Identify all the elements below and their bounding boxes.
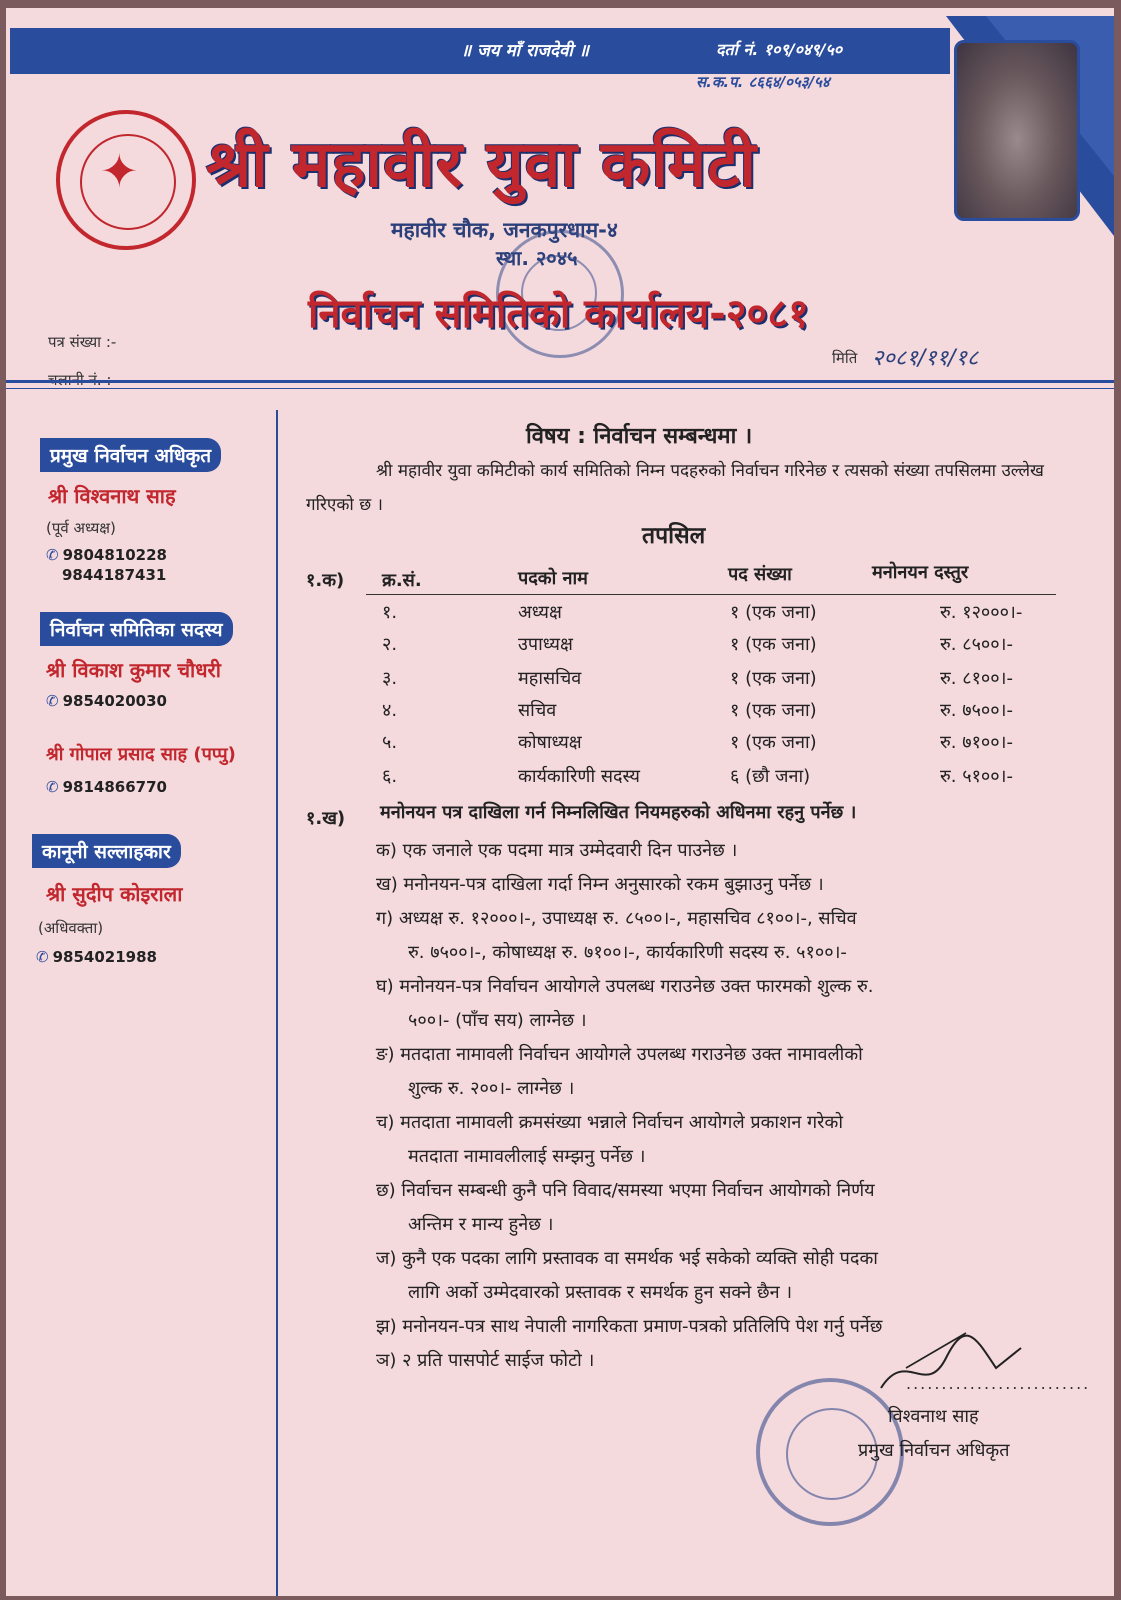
divider xyxy=(6,380,1114,383)
sidebar-heading-officer: प्रमुख निर्वाचन अधिकृत xyxy=(40,438,221,472)
rule-line: मतदाता नामावलीलाई सम्झनु पर्नेछ । xyxy=(408,1146,646,1167)
col-count: पद संख्या xyxy=(728,564,792,585)
date-label: मिति xyxy=(832,349,858,367)
rule-line: ख) मनोनयन-पत्र दाखिला गर्दा निम्न अनुसारको रकम बुझाउनु पर्नेछ । xyxy=(376,874,824,895)
rule-line: अन्तिम र मान्य हुनेछ । xyxy=(408,1214,554,1235)
divider-thin xyxy=(6,388,1114,389)
rule-line: शुल्क रु. २००।- लाग्नेछ । xyxy=(408,1078,575,1099)
officer-name: श्री विश्वनाथ साह xyxy=(48,484,176,508)
sidebar-heading-legal: कानूनी सल्लाहकार xyxy=(32,834,181,868)
row-fee: रु. १२०००।- xyxy=(940,602,1023,623)
rule-line: ५००।- (पाँच सय) लाग्नेछ । xyxy=(408,1010,587,1031)
row-count: १ (एक जना) xyxy=(730,732,817,753)
col-fee: मनोनयन दस्तुर xyxy=(872,562,969,583)
signer-name: विश्वनाथ साह xyxy=(888,1406,979,1427)
row-post: महासचिव xyxy=(518,668,582,689)
rule-line: रु. ७५००।-, कोषाध्यक्ष रु. ७१००।-, कार्यकारिणी सदस्य रु. ५१००।- xyxy=(408,942,847,963)
established: स्था. २०४५ xyxy=(496,246,578,270)
legal-note: (अधिवक्ता) xyxy=(38,919,104,937)
row-count: १ (एक जना) xyxy=(730,668,817,689)
rule-line: ज) कुनै एक पदका लागि प्रस्तावक वा समर्थक भई सकेको व्यक्ति सोही पदका xyxy=(376,1248,878,1269)
rule-line: ङ) मतदाता नामावली निर्वाचन आयोगले उपलब्ध गराउनेछ उक्त नामावलीको xyxy=(376,1044,863,1065)
rule-line: छ) निर्वाचन सम्बन्धी कुनै पनि विवाद/समस्या भएमा निर्वाचन आयोगको निर्णय xyxy=(376,1180,875,1201)
office-title: निर्वाचन समितिको कार्यालय-२०८१ xyxy=(308,291,809,337)
member1-name: श्री विकाश कुमार चौधरी xyxy=(46,658,221,682)
rule-line: झ) मनोनयन-पत्र साथ नेपाली नागरिकता प्रमाण-पत्रको प्रतिलिपि पेश गर्नु पर्नेछ xyxy=(376,1316,883,1337)
committee-logo xyxy=(56,110,196,250)
signature-line: .......................... xyxy=(906,1374,1091,1393)
tapasil-heading: तपसिल xyxy=(642,523,706,549)
phone-icon: ✆ xyxy=(46,546,59,564)
row-fee: रु. ७५००।- xyxy=(940,700,1013,721)
row-sn: ५. xyxy=(382,732,398,753)
date-value: २०८१/११/१८ xyxy=(872,346,979,371)
member2-phone: ✆ 9814866770 xyxy=(46,778,167,796)
row-post: अध्यक्ष xyxy=(518,602,562,623)
registration-number: दर्ता नं. १०९/०४९/५० xyxy=(716,40,843,59)
table-header-rule xyxy=(366,594,1056,595)
row-count: १ (एक जना) xyxy=(730,700,817,721)
rule-line: लागि अर्को उम्मेदवारको प्रस्तावक र समर्थक हुन सक्ने छैन । xyxy=(408,1282,793,1303)
section-kha-label: १.ख) xyxy=(306,808,346,829)
org-title: श्री महावीर युवा कमिटी xyxy=(206,128,758,202)
row-count: १ (एक जना) xyxy=(730,602,817,623)
officer-note: (पूर्व अध्यक्ष) xyxy=(46,519,116,537)
col-sn: क्र.सं. xyxy=(382,570,422,591)
row-sn: ३. xyxy=(382,668,398,689)
signer-role: प्रमुख निर्वाचन अधिकृत xyxy=(858,1440,1010,1461)
row-fee: रु. ५१००।- xyxy=(940,766,1013,787)
legal-phone: ✆ 9854021988 xyxy=(36,948,157,966)
rule-line: घ) मनोनयन-पत्र निर्वाचन आयोगले उपलब्ध गराउनेछ उक्त फारमको शुल्क रु. xyxy=(376,976,874,997)
member1-phone: ✆ 9854020030 xyxy=(46,692,167,710)
letterhead-page xyxy=(6,8,1114,1596)
row-count: ६ (छौ जना) xyxy=(730,766,811,787)
signature xyxy=(876,1328,1026,1408)
row-post: सचिव xyxy=(518,700,557,721)
rule-line: क) एक जनाले एक पदमा मात्र उम्मेदवारी दिन पाउनेछ । xyxy=(376,840,738,861)
row-fee: रु. ८५००।- xyxy=(940,634,1013,655)
intro-paragraph: श्री महावीर युवा कमिटीको कार्य समितिको निम्न पदहरुको निर्वाचन गरिनेछ र त्यसको संख्या तपसिलमा उल्लेख गरिएको छ । xyxy=(306,461,1044,515)
member2-name: श्री गोपाल प्रसाद साह (पप्पु) xyxy=(46,744,236,765)
sidebar-heading-members: निर्वाचन समितिका सदस्य xyxy=(40,612,233,646)
phone-icon: ✆ xyxy=(46,692,59,710)
motto: ॥ जय माँ राजदेवी ॥ xyxy=(461,41,589,61)
skp-number: स.क.प. ८६६४/०५३/५४ xyxy=(696,73,830,91)
row-sn: १. xyxy=(382,602,398,623)
row-sn: ४. xyxy=(382,700,398,721)
phone-icon: ✆ xyxy=(46,778,59,796)
phone-icon: ✆ xyxy=(36,948,49,966)
rule-line: च) मतदाता नामावली क्रमसंख्या भन्नाले निर्वाचन आयोगले प्रकाशन गरेको xyxy=(376,1112,844,1133)
row-fee: रु. ७१००।- xyxy=(940,732,1013,753)
legal-name: श्री सुदीप कोइराला xyxy=(46,882,183,906)
sidebar-divider xyxy=(276,410,278,1596)
row-sn: ६. xyxy=(382,766,398,787)
col-post: पदको नाम xyxy=(518,568,588,589)
row-sn: २. xyxy=(382,634,398,655)
patra-label: पत्र संख्या :- xyxy=(48,333,117,351)
hanuman-figure-icon: ✦ xyxy=(100,144,139,198)
subject: विषय : निर्वाचन सम्बन्धमा । xyxy=(526,424,753,449)
row-post: उपाध्यक्ष xyxy=(518,634,573,655)
row-post: कार्यकारिणी सदस्य xyxy=(518,766,641,787)
address: महावीर चौक, जनकपुरधाम-४ xyxy=(391,218,618,242)
kha-heading: मनोनयन पत्र दाखिला गर्न निम्नलिखित नियमहरुको अधिनमा रहनु पर्नेछ । xyxy=(380,802,857,823)
row-fee: रु. ८१००।- xyxy=(940,668,1013,689)
rule-line: ञ) २ प्रति पासपोर्ट साईज फोटो । xyxy=(376,1350,595,1371)
section-ka-label: १.क) xyxy=(306,570,345,591)
officer-phone-1: ✆ 9804810228 xyxy=(46,546,167,564)
row-post: कोषाध्यक्ष xyxy=(518,732,582,753)
rule-line: ग) अध्यक्ष रु. १२०००।-, उपाध्यक्ष रु. ८५००।-, महासचिव ८१००।-, सचिव xyxy=(376,908,857,929)
deity-photo xyxy=(954,40,1080,221)
officer-phone-2: 9844187431 xyxy=(62,566,167,584)
row-count: १ (एक जना) xyxy=(730,634,817,655)
